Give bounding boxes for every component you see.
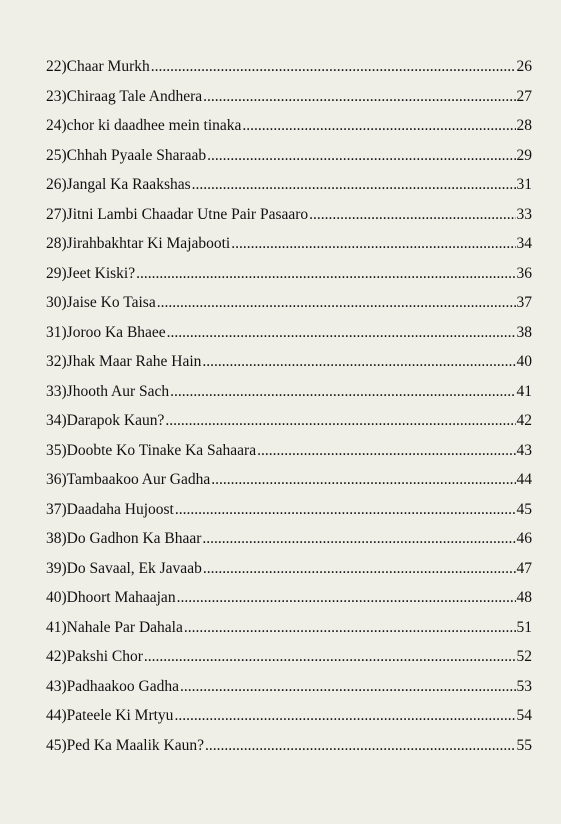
toc-entry-page: 55 [516, 736, 532, 754]
toc-entry-title: Jeet Kiski? [66, 264, 136, 282]
toc-entry-page: 36 [516, 264, 532, 282]
toc-entry-page: 42 [516, 412, 532, 429]
toc-entry-number: 39) [46, 559, 67, 577]
toc-entry-title: chor ki daadhee mein tinaka [66, 117, 242, 134]
toc-entry-title: Chaar Murkh [66, 58, 150, 75]
toc-entry-number: 42) [46, 648, 67, 665]
toc-entry-page: 33 [516, 205, 532, 223]
toc-entry-title: Joroo Ka Bhaee [66, 323, 166, 341]
toc-entry-page: 54 [516, 707, 532, 724]
toc-entry-number: 34) [46, 412, 67, 429]
toc-entry-number: 23) [46, 87, 67, 105]
toc-entry-number: 22) [46, 58, 67, 75]
toc-entry-number: 26) [46, 176, 67, 193]
toc-entry-title: Chhah Pyaale Sharaab [66, 146, 207, 164]
toc-entry-title: Tambaakoo Aur Gadha [66, 471, 211, 488]
dot-leader [203, 554, 516, 584]
dot-leader [165, 406, 515, 436]
toc-entry-title: Nahale Par Dahala [66, 618, 183, 636]
dot-leader [205, 731, 516, 761]
dot-leader [151, 52, 516, 82]
dot-leader [203, 82, 515, 112]
toc-entry-number: 32) [46, 353, 67, 370]
dot-leader [257, 436, 515, 466]
table-of-contents [46, 52, 532, 760]
toc-entry-page: 27 [516, 87, 532, 105]
toc-entry-title: Jirahbakhtar Ki Majabooti [66, 235, 231, 252]
toc-entry-title: Jangal Ka Raakshas [66, 176, 191, 193]
toc-entry-number: 29) [46, 264, 67, 282]
dot-leader [192, 170, 516, 200]
toc-entry[interactable] [46, 524, 532, 554]
toc-entry[interactable] [46, 318, 532, 348]
toc-entry-number: 31) [46, 323, 67, 341]
toc-entry-title: Daadaha Hujoost [66, 500, 174, 518]
toc-entry-page: 41 [516, 382, 532, 400]
toc-entry-title: Pateele Ki Mrtyu [66, 707, 174, 724]
toc-entry-page: 34 [516, 235, 532, 252]
dot-leader [167, 318, 516, 348]
toc-entry[interactable] [46, 495, 532, 525]
toc-entry-number: 28) [46, 235, 67, 252]
toc-entry-page: 26 [516, 58, 532, 75]
toc-entry[interactable] [46, 288, 532, 318]
toc-entry-title: Ped Ka Maalik Kaun? [66, 736, 204, 754]
toc-entry[interactable] [46, 613, 532, 643]
toc-entry-page: 52 [516, 648, 532, 665]
toc-entry-page: 28 [516, 117, 532, 134]
toc-entry-number: 30) [46, 294, 67, 311]
toc-entry[interactable] [46, 141, 532, 171]
toc-entry-number: 40) [46, 589, 67, 606]
toc-entry-page: 37 [516, 294, 532, 311]
toc-entry-number: 27) [46, 205, 67, 223]
toc-entry-page: 47 [516, 559, 532, 577]
toc-entry-number: 33) [46, 382, 67, 400]
toc-entry[interactable] [46, 672, 532, 702]
toc-entry[interactable] [46, 170, 532, 200]
toc-entry-number: 44) [46, 707, 67, 724]
toc-entry[interactable] [46, 52, 532, 82]
toc-entry-title: Do Savaal, Ek Javaab [66, 559, 202, 577]
toc-entry-number: 41) [46, 618, 67, 636]
toc-entry-number: 36) [46, 471, 67, 488]
toc-entry-title: Jhak Maar Rahe Hain [66, 353, 202, 370]
toc-entry-title: Jitni Lambi Chaadar Utne Pair Pasaaro [66, 205, 309, 223]
toc-entry-number: 43) [46, 677, 67, 695]
toc-entry-title: Dhoort Mahaajan [66, 589, 176, 606]
dot-leader [157, 288, 516, 318]
toc-entry-title: Chiraag Tale Andhera [66, 87, 203, 105]
toc-entry-number: 38) [46, 530, 67, 547]
toc-entry-title: Jaise Ko Taisa [66, 294, 156, 311]
toc-entry[interactable] [46, 554, 532, 584]
toc-entry[interactable] [46, 583, 532, 613]
dot-leader [184, 613, 516, 643]
toc-entry[interactable] [46, 200, 532, 230]
toc-entry[interactable] [46, 229, 532, 259]
toc-entry-page: 46 [516, 530, 532, 547]
toc-entry[interactable] [46, 111, 532, 141]
toc-entry-page: 38 [516, 323, 532, 341]
dot-leader [242, 111, 515, 141]
toc-entry-title: Pakshi Chor [66, 648, 143, 665]
toc-entry[interactable] [46, 731, 532, 761]
dot-leader [207, 141, 515, 171]
dot-leader [309, 200, 515, 230]
toc-entry-page: 53 [516, 677, 532, 695]
dot-leader [202, 347, 515, 377]
toc-entry-page: 43 [516, 441, 532, 459]
toc-entry[interactable] [46, 347, 532, 377]
toc-entry-page: 48 [516, 589, 532, 606]
toc-entry-page: 29 [516, 146, 532, 164]
toc-entry-title: Padhaakoo Gadha [66, 677, 180, 695]
dot-leader [211, 465, 515, 495]
toc-entry-page: 44 [516, 471, 532, 488]
toc-entry[interactable] [46, 259, 532, 289]
toc-entry[interactable] [46, 82, 532, 112]
dot-leader [174, 701, 515, 731]
toc-entry-page: 31 [516, 176, 532, 193]
dot-leader [170, 377, 515, 407]
dot-leader [177, 583, 516, 613]
dot-leader [202, 524, 515, 554]
dot-leader [180, 672, 515, 702]
toc-entry[interactable] [46, 701, 532, 731]
toc-entry-number: 35) [46, 441, 67, 459]
toc-entry-page: 40 [516, 353, 532, 370]
toc-entry-page: 45 [516, 500, 532, 518]
toc-entry-number: 37) [46, 500, 67, 518]
dot-leader [175, 495, 516, 525]
toc-entry[interactable] [46, 642, 532, 672]
toc-entry[interactable] [46, 406, 532, 436]
toc-entry-number: 45) [46, 736, 67, 754]
toc-entry-title: Do Gadhon Ka Bhaar [66, 530, 202, 547]
dot-leader [231, 229, 515, 259]
toc-entry-page: 51 [516, 618, 532, 636]
dot-leader [144, 642, 516, 672]
toc-entry-number: 24) [46, 117, 67, 134]
toc-entry[interactable] [46, 436, 532, 466]
toc-entry-title: Darapok Kaun? [66, 412, 165, 429]
toc-entry[interactable] [46, 377, 532, 407]
dot-leader [136, 259, 515, 289]
toc-entry-title: Doobte Ko Tinake Ka Sahaara [66, 441, 257, 459]
toc-entry[interactable] [46, 465, 532, 495]
toc-entry-number: 25) [46, 146, 67, 164]
toc-entry-title: Jhooth Aur Sach [66, 382, 170, 400]
